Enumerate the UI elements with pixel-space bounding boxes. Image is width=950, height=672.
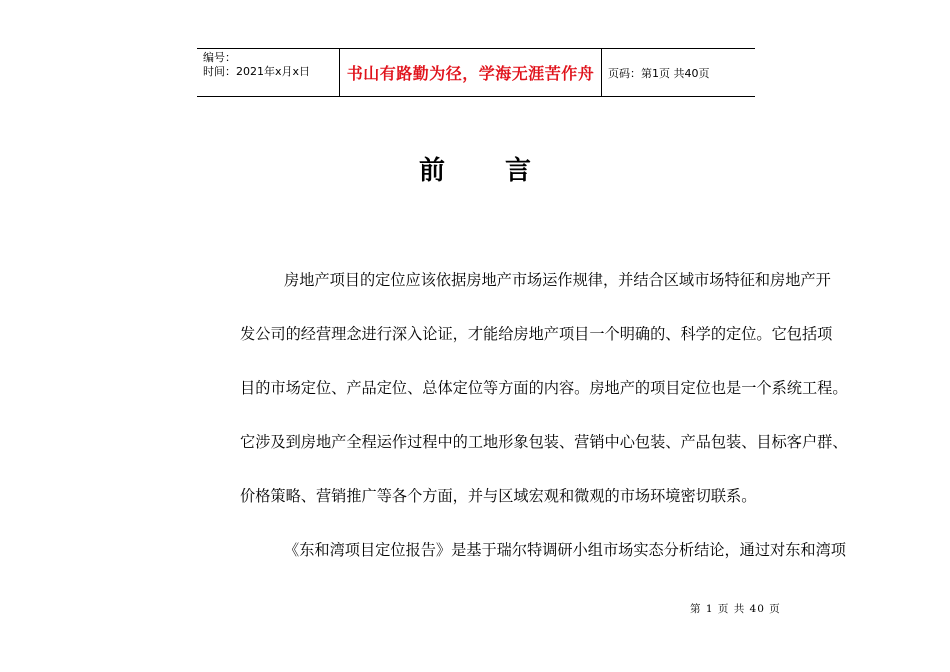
- paragraph-line: 价格策略、营销推广等各个方面，并与区域宏观和微观的市场环境密切联系。: [240, 487, 757, 505]
- document-body: [240, 253, 882, 577]
- paragraph-line: 房地产项目的定位应该依据房地产市场运作规律，并结合区域市场特征和房地产开: [284, 271, 831, 289]
- header-meta: [203, 51, 337, 79]
- document-number-label: 编号：: [203, 51, 236, 64]
- header-page-info: 页码：第1页 共40页: [608, 66, 710, 80]
- paragraph-line: 目的市场定位、产品定位、总体定位等方面的内容。房地产的项目定位也是一个系统工程。: [240, 379, 848, 397]
- paragraph-line: 《东和湾项目定位报告》是基于瑞尔特调研小组市场实态分析结论，通过对东和湾项: [284, 541, 846, 559]
- page-header: [197, 48, 755, 97]
- paragraph-line: 它涉及到房地产全程运作过程中的工地形象包装、营销中心包装、产品包装、目标客户群、: [240, 433, 848, 451]
- paragraph: [240, 253, 882, 523]
- paragraph-line: 发公司的经营理念进行深入论证，才能给房地产项目一个明确的、科学的定位。它包括项: [240, 325, 833, 343]
- document-time-label: 时间：2021年x月x日: [203, 65, 311, 78]
- page-footer: 第 1 页 共 40 页: [690, 603, 781, 615]
- paragraph: [240, 523, 882, 577]
- page-title: 前言: [418, 156, 591, 186]
- header-motto: 书山有路勤为径，学海无涯苦作舟: [346, 64, 595, 83]
- header-divider: [601, 49, 602, 96]
